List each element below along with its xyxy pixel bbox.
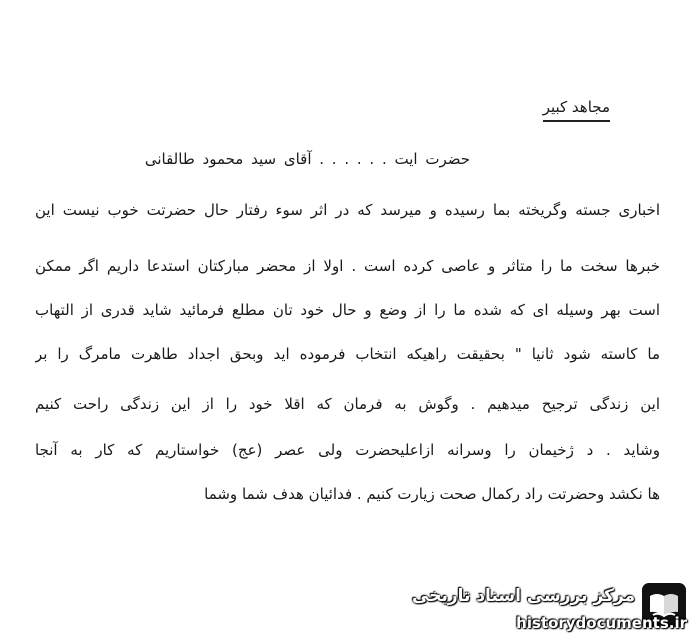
body-line-7: ها نکشد وحضرتت راد رکمال صحت زیارت کنیم . فدائیان هدف شما وشما: [204, 485, 660, 503]
body-line-6: وشاید . د ژخیمان را وسرانه ازاعلیحضرت ولی عصر (عج) خواستاریم که کار به آنجا: [35, 441, 660, 459]
body-line-5: این زندگی ترجیح میدهیم . وگوش به فرمان که اقلا خود را از این زندگی راحت کنیم: [35, 395, 660, 413]
watermark-title: مرکز بررسی اسناد تاریخی: [412, 586, 635, 606]
watermark-logo: [412, 580, 695, 640]
body-line-1: اخباری جسته وگریخته بما رسیده و میرسد که در اثر سوء رفتار حال حضرتت خوب نیست این: [35, 201, 660, 219]
body-line-3: است بهر وسیله ای که شده ما را از وضع و حال خود تان مطلع فرمائید شاید قدری از التهاب: [35, 301, 660, 319]
document-heading: مجاهد کبیر: [543, 98, 610, 122]
body-line-2: خبرها سخت ما را متاثر و عاصی کرده است . اولا از محضر مبارکتان استدعا داریم اگر ممکن: [35, 257, 660, 275]
salutation-line: حضرت ایت . . . . . . آقای سید محمود طالقانی: [144, 150, 470, 168]
body-line-4: ما کاسته شود ثانیا " بحقیقت راهیکه انتخاب فرموده اید وبحق اجداد طاهرت مامرگ را بر: [35, 345, 660, 363]
watermark-url: historydocuments.ir: [516, 614, 687, 632]
